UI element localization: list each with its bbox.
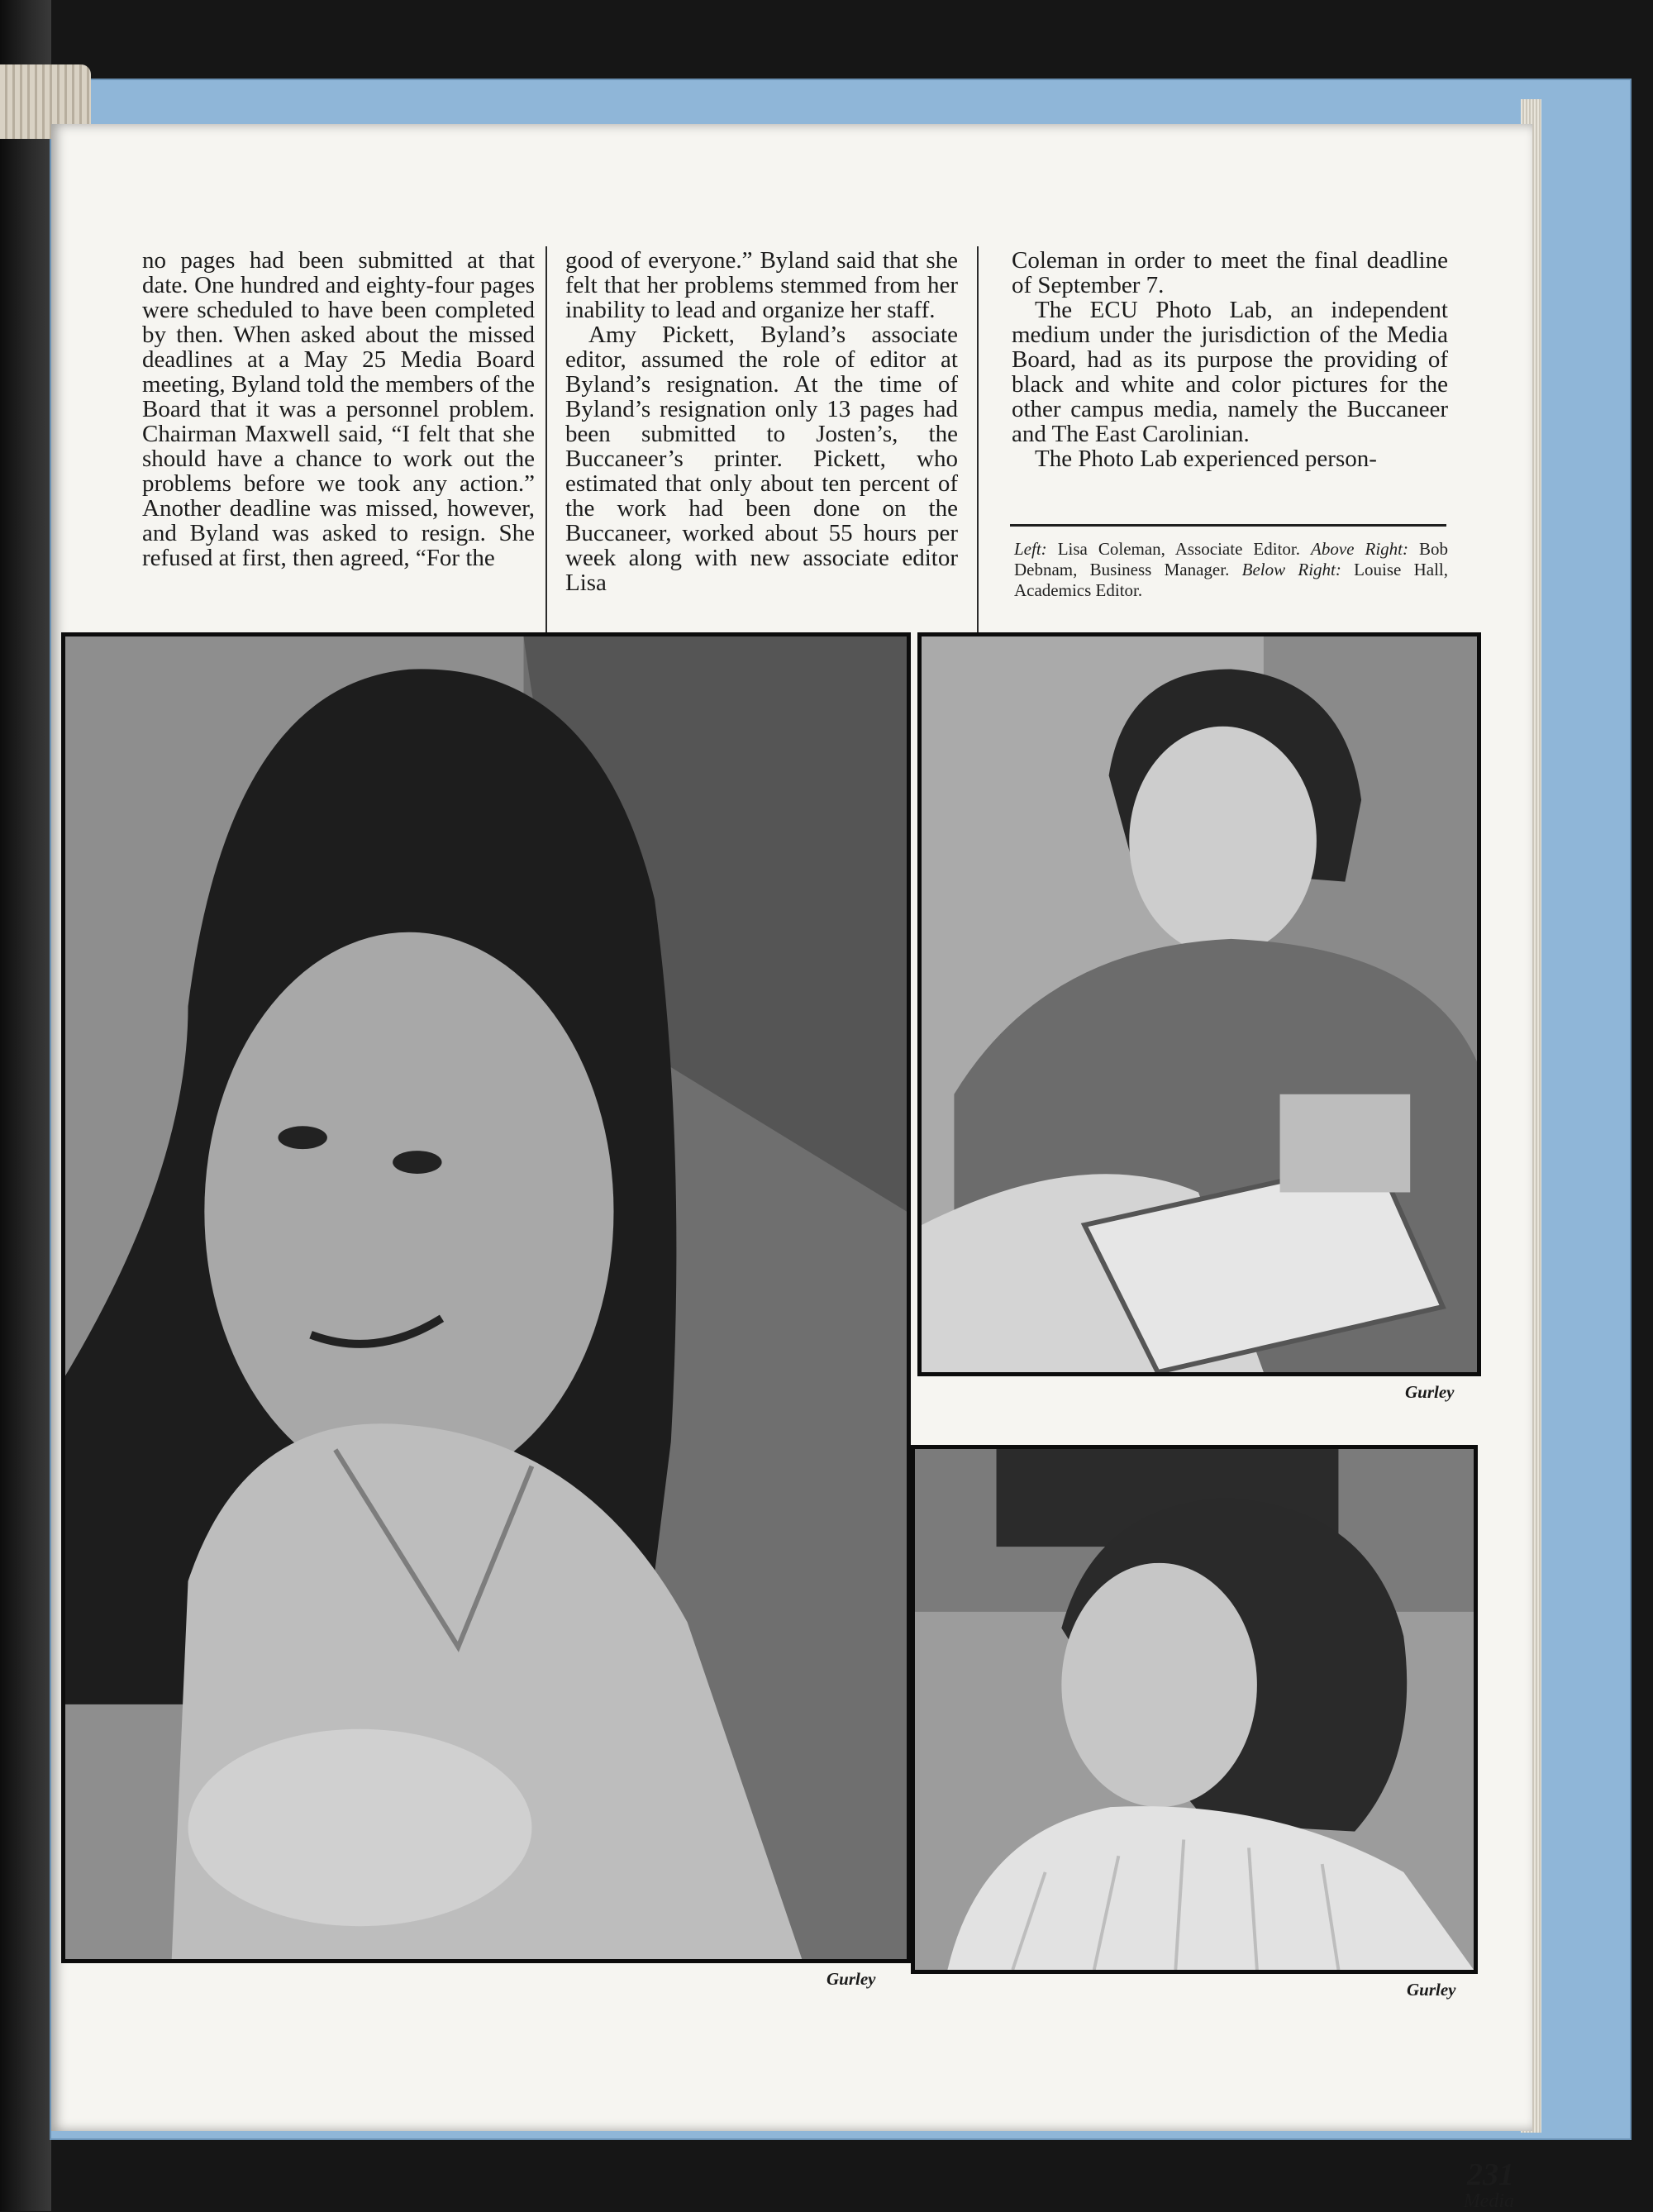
column-1-paragraph-1: no pages had been submitted at that date. One hundred and eighty-four pages were scheduled to have been completed by then. When asked about the missed deadlines at a May 25 Media Board meeting, Byland told the members of the Board that it was a personnel problem. Chairman Maxwell said, “I felt that she should have a chance to work out the problems before we took any action.” Another deadline was missed, however, and Byland was asked to resign. She refused at first, then agreed, “For the xyxy=(142,247,535,571)
page-number: 231 xyxy=(1467,2157,1514,2192)
caption-above-label: Above Right: xyxy=(1311,539,1408,559)
caption-below-text: Louise Hall, Academics Editor. xyxy=(1014,560,1449,600)
column-2-paragraph-2: Amy Pickett, Byland’s associate editor, assumed the role of editor at Byland’s resignation. At the time of Byland’s resignation only 13 pages had been submitted to Josten’s, the Buccaneer’s printer. Pickett, who estimated that only about ten percent of the work had been done on the Buccaneer, worked about 55 hours per week along with new associate editor Lisa xyxy=(565,322,958,596)
section-name: Media xyxy=(1463,2191,1514,2212)
caption-above-text: Bob Debnam, Business Manager. xyxy=(1014,539,1449,579)
caption-below-label: Below Right: xyxy=(1241,560,1341,579)
yearbook-page xyxy=(51,124,1532,2212)
photo-bottom-right-image xyxy=(915,1449,1474,1970)
column-3-paragraph-1: Coleman in order to meet the final deadline of September 7. xyxy=(1012,247,1448,298)
caption-rule xyxy=(1010,524,1446,527)
text-column-3 xyxy=(1012,248,1448,471)
photo-left-image xyxy=(65,636,907,1959)
photo-left-credit: Gurley xyxy=(826,1969,876,1989)
text-column-2 xyxy=(565,248,958,595)
caption-left-text: Lisa Coleman, Associate Editor. xyxy=(1057,539,1300,559)
photo-louise-hall xyxy=(911,1445,1478,1974)
photo-caption xyxy=(1014,539,1448,601)
page-folio xyxy=(1431,2159,1514,2212)
column-3-paragraph-2: The ECU Photo Lab, an independent medium under the jurisdiction of the Media Board, had as its purpose the providing of black and white and color pictures for the other campus media, namely the Buccaneer and The East Carolinian. xyxy=(1012,297,1448,447)
caption-left-label: Left: xyxy=(1014,539,1047,559)
photo-bottom-right-credit: Gurley xyxy=(1407,1980,1456,2000)
photo-bob-debnam xyxy=(917,632,1481,1376)
column-2-paragraph-1: good of everyone.” Byland said that she felt that her problems stemmed from her inability to lead and organize her staff. xyxy=(565,247,958,323)
photo-lisa-coleman xyxy=(61,632,911,1963)
text-column-1 xyxy=(142,248,535,570)
book-binding xyxy=(0,0,51,2211)
photo-top-right-image xyxy=(922,636,1477,1372)
column-3-paragraph-3: The Photo Lab experienced person- xyxy=(1035,446,1377,472)
photo-top-right-credit: Gurley xyxy=(1405,1382,1455,1402)
